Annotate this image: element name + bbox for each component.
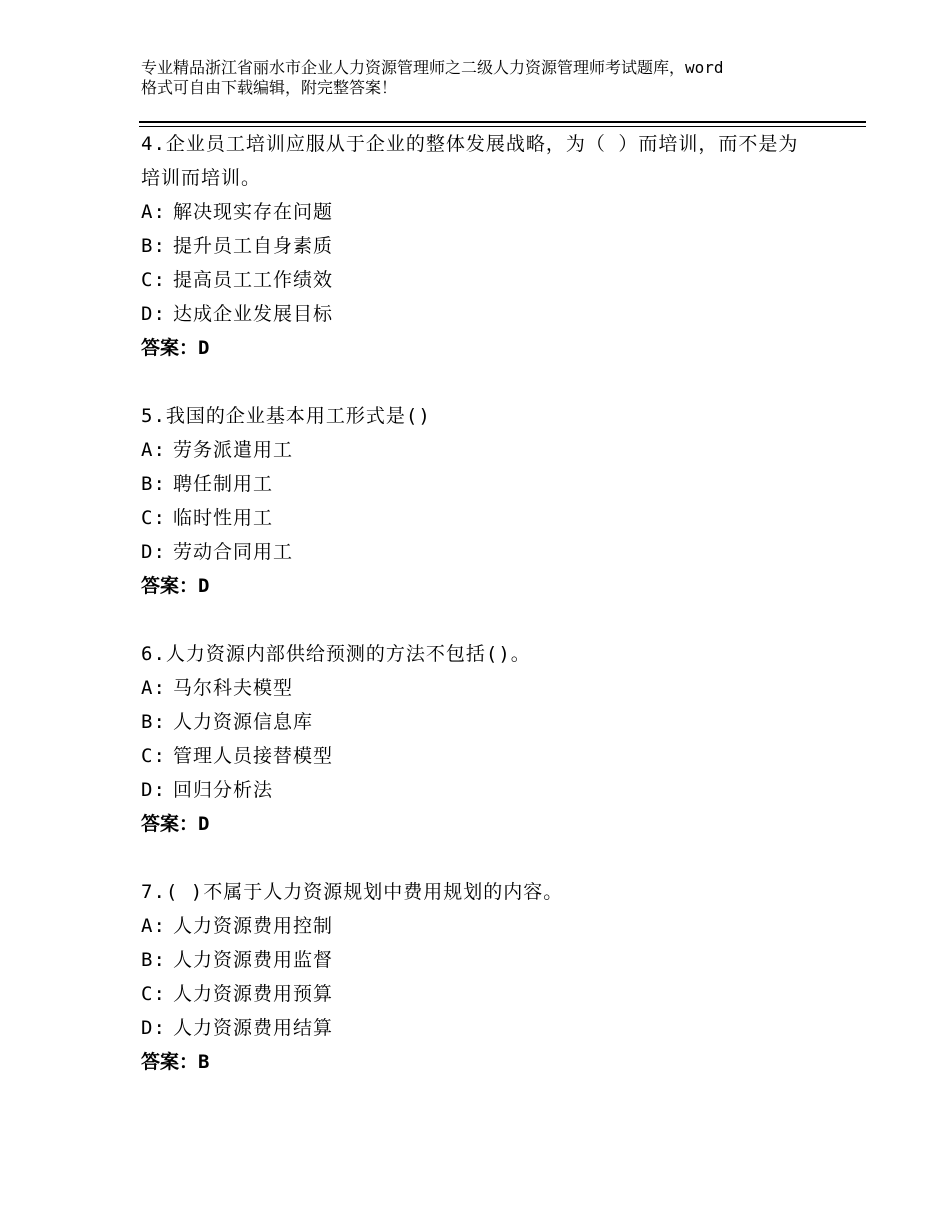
- option-key: B:: [141, 473, 166, 495]
- document-header: [141, 58, 841, 98]
- option-key: A:: [141, 677, 166, 699]
- option-text: 管理人员接替模型: [173, 745, 334, 767]
- option-c: [141, 977, 841, 1011]
- option-key: D:: [141, 303, 166, 325]
- option-text: 达成企业发展目标: [173, 303, 334, 325]
- option-text: 回归分析法: [173, 779, 274, 801]
- question-stem: 7.( )不属于人力资源规划中费用规划的内容。: [141, 881, 564, 903]
- answer-label: 答案：D: [141, 337, 210, 359]
- option-c: [141, 263, 841, 297]
- option-b: [141, 467, 841, 501]
- option-text: 劳务派遣用工: [173, 439, 294, 461]
- option-text: 临时性用工: [173, 507, 274, 529]
- option-d: [141, 1011, 841, 1045]
- option-text: 人力资源费用监督: [173, 949, 334, 971]
- answer-label: 答案：D: [141, 575, 210, 597]
- option-b: [141, 943, 841, 977]
- question-5: [141, 399, 841, 603]
- question-stem: 5.我国的企业基本用工形式是(): [141, 405, 431, 427]
- option-c: [141, 501, 841, 535]
- option-key: C:: [141, 507, 166, 529]
- option-text: 人力资源费用控制: [173, 915, 334, 937]
- option-c: [141, 739, 841, 773]
- option-text: 人力资源信息库: [173, 711, 314, 733]
- question-6: [141, 637, 841, 841]
- question-4: [141, 127, 841, 365]
- question-list: [141, 127, 841, 1113]
- option-text: 人力资源费用预算: [173, 983, 334, 1005]
- option-text: 提高员工工作绩效: [173, 269, 334, 291]
- header-title-line-1: 专业精品浙江省丽水市企业人力资源管理师之二级人力资源管理师考试题库，word: [141, 58, 724, 77]
- option-text: 人力资源费用结算: [173, 1017, 334, 1039]
- option-b: [141, 705, 841, 739]
- option-key: C:: [141, 983, 166, 1005]
- option-key: A:: [141, 201, 166, 223]
- header-title-line-2: 格式可自由下载编辑，附完整答案！: [141, 78, 398, 97]
- answer-label: 答案：B: [141, 1051, 210, 1073]
- option-key: B:: [141, 711, 166, 733]
- question-7: [141, 875, 841, 1079]
- option-key: B:: [141, 235, 166, 257]
- header-divider-thick: [139, 121, 866, 123]
- option-key: A:: [141, 915, 166, 937]
- option-a: [141, 195, 841, 229]
- question-stem: 4.企业员工培训应服从于企业的整体发展战略，为（ ）而培训，而不是为培训而培训。: [141, 133, 799, 189]
- option-text: 解决现实存在问题: [173, 201, 334, 223]
- question-stem: 6.人力资源内部供给预测的方法不包括()。: [141, 643, 531, 665]
- option-a: [141, 671, 841, 705]
- option-key: D:: [141, 541, 166, 563]
- option-text: 劳动合同用工: [173, 541, 294, 563]
- option-key: C:: [141, 745, 166, 767]
- option-key: C:: [141, 269, 166, 291]
- option-text: 马尔科夫模型: [173, 677, 294, 699]
- option-d: [141, 773, 841, 807]
- option-a: [141, 909, 841, 943]
- option-d: [141, 297, 841, 331]
- option-b: [141, 229, 841, 263]
- option-key: A:: [141, 439, 166, 461]
- option-text: 聘任制用工: [173, 473, 274, 495]
- option-text: 提升员工自身素质: [173, 235, 334, 257]
- option-key: D:: [141, 1017, 166, 1039]
- answer-label: 答案：D: [141, 813, 210, 835]
- option-a: [141, 433, 841, 467]
- option-key: D:: [141, 779, 166, 801]
- option-key: B:: [141, 949, 166, 971]
- option-d: [141, 535, 841, 569]
